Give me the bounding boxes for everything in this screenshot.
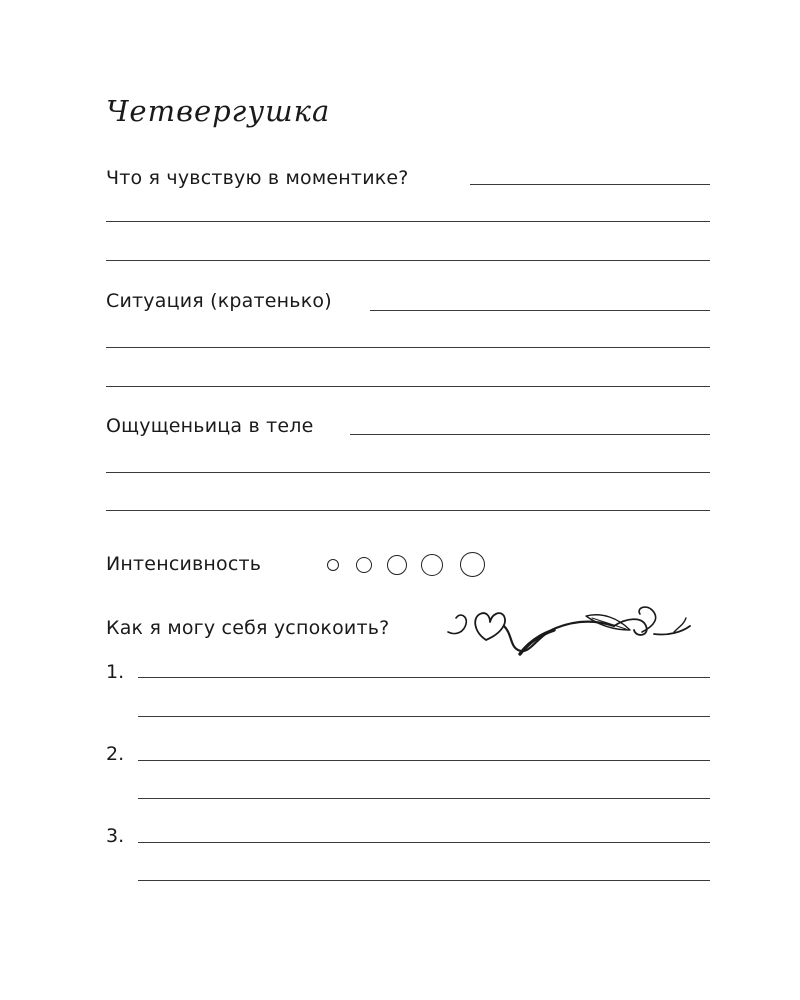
feeling-answer-line-3[interactable]: [106, 260, 710, 261]
calm-item-3-line-2[interactable]: [138, 880, 710, 881]
situation-answer-line-3[interactable]: [106, 386, 710, 387]
calm-item-2-number: 2.: [106, 743, 125, 765]
calm-item-1-number: 1.: [106, 661, 125, 683]
feeling-answer-line-2[interactable]: [106, 221, 710, 222]
calm-item-3-number: 3.: [106, 825, 125, 847]
heart-swirl-flourish-icon: [446, 596, 694, 660]
intensity-circle-1-icon[interactable]: [327, 559, 339, 571]
body-answer-line-3[interactable]: [106, 510, 710, 511]
calm-item-2-line-1[interactable]: [138, 760, 710, 761]
situation-question-label: Ситуация (кратенько): [106, 289, 336, 313]
body-answer-line-2[interactable]: [106, 472, 710, 473]
intensity-circle-4-icon[interactable]: [421, 554, 443, 576]
calm-item-3-line-1[interactable]: [138, 842, 710, 843]
feeling-question-label: Что я чувствую в моментике?: [106, 166, 413, 190]
intensity-circle-5-icon[interactable]: [460, 552, 485, 577]
calm-item-1-line-1[interactable]: [138, 677, 710, 678]
body-question-label: Ощущеньица в теле: [106, 414, 318, 438]
calm-question-label: Как я могу себя успокоить?: [106, 616, 393, 640]
body-answer-line-1[interactable]: [350, 434, 710, 435]
intensity-circle-3-icon[interactable]: [387, 555, 407, 575]
calm-item-1-line-2[interactable]: [138, 716, 710, 717]
intensity-circle-2-icon[interactable]: [356, 557, 372, 573]
situation-answer-line-2[interactable]: [106, 347, 710, 348]
calm-item-2-line-2[interactable]: [138, 798, 710, 799]
feeling-answer-line-1[interactable]: [470, 184, 710, 185]
page-title: Четвергушка: [106, 94, 331, 128]
situation-answer-line-1[interactable]: [370, 310, 710, 311]
intensity-label: Интенсивность: [106, 552, 265, 576]
